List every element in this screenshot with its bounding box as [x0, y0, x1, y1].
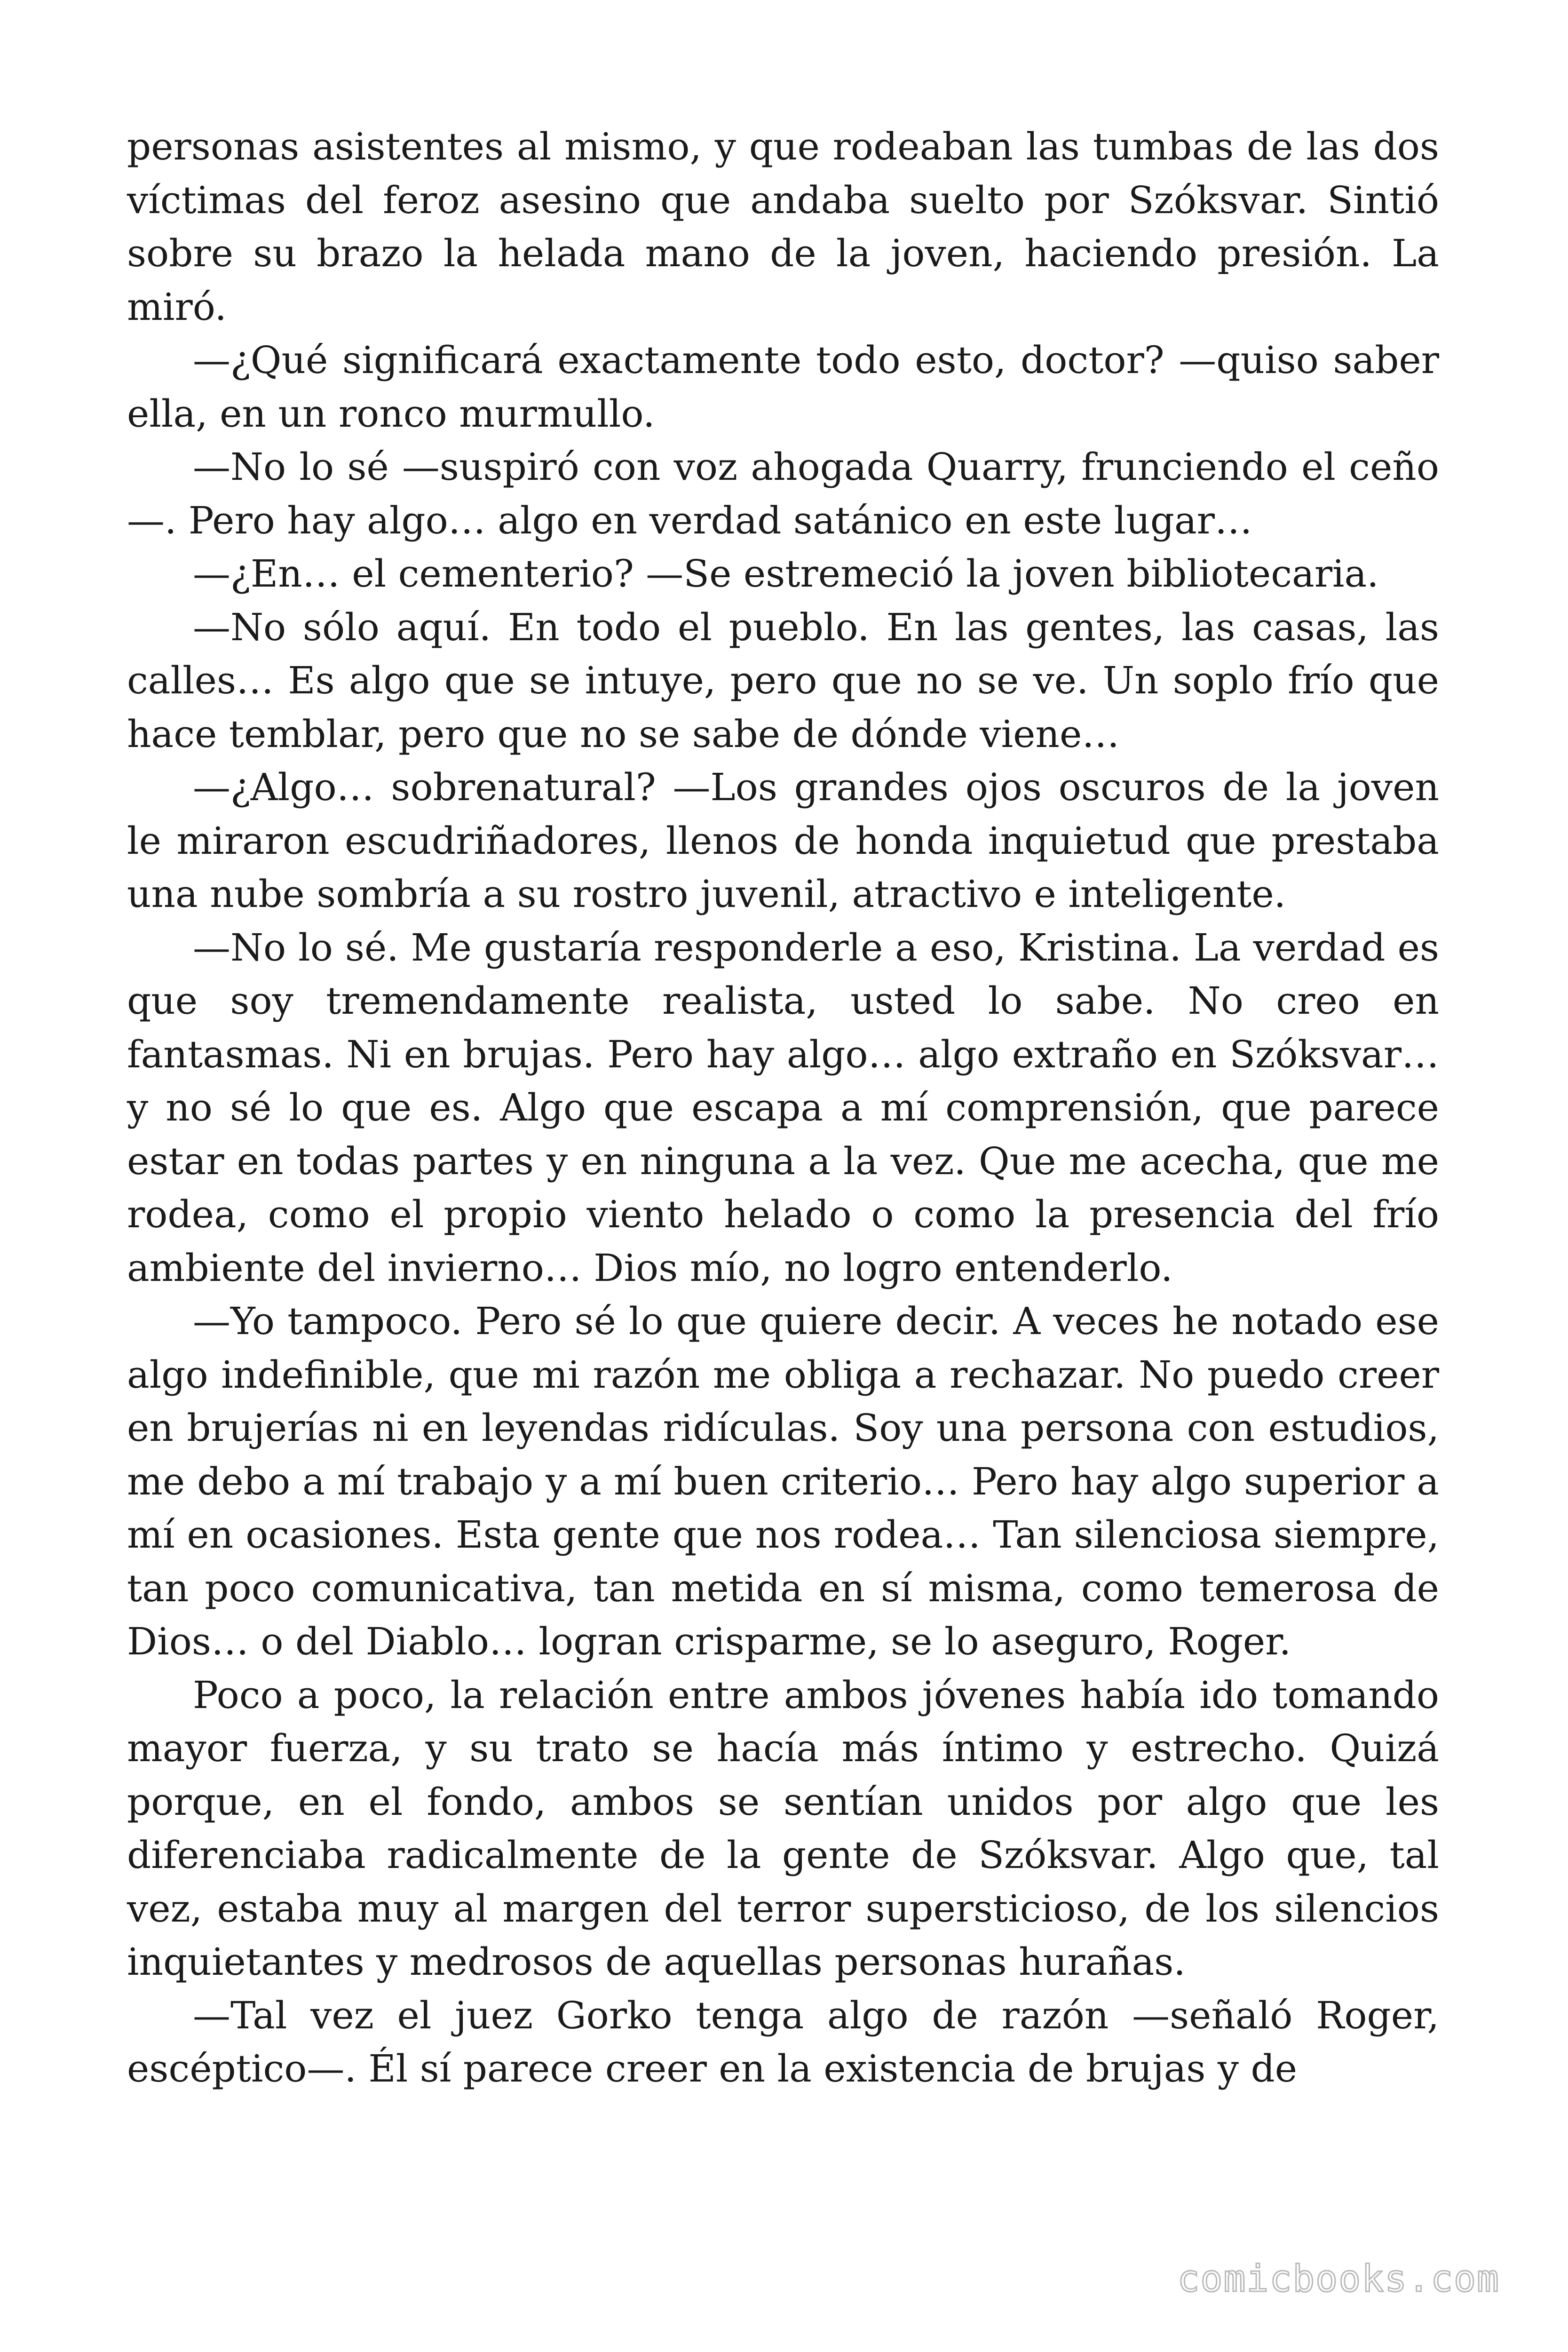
- paragraph-8: —Yo tampoco. Pero sé lo que quiere decir. A veces he notado ese algo indefinible, que mi razón me obliga a rechazar. No puedo creer en brujerías ni en leyendas ridículas. Soy una persona con estudios, me debo a mí trabajo y a mí buen criterio… Pero hay algo superior a mí en ocasiones. Esta gente que nos rodea… Tan silenciosa siempre, tan poco comunicativa, tan metida en sí misma, como temerosa de Dios… o del Diablo… logran crisparme, se lo aseguro, Roger.: [127, 1299, 1439, 1663]
- page-body-text: [127, 120, 1439, 2096]
- paragraph-7: —No lo sé. Me gustaría responderle a eso, Kristina. La verdad es que soy tremendamente realista, usted lo sabe. No creo en fantasmas. Ni en brujas. Pero hay algo… algo extraño en Szóksvar… y no sé lo que es. Algo que escapa a mí comprensión, que parece estar en todas partes y en ninguna a la vez. Que me acecha, que me rodea, como el propio viento helado o como la presencia del frío ambiente del invierno… Dios mío, no logro entenderlo.: [127, 925, 1439, 1290]
- paragraph-10: —Tal vez el juez Gorko tenga algo de razón —señaló Roger, escéptico—. Él sí parece creer en la existencia de brujas y de: [127, 1993, 1439, 2090]
- paragraph-4: —¿En… el cementerio? —Se estremeció la joven bibliotecaria.: [193, 552, 1379, 596]
- paragraph-9: Poco a poco, la relación entre ambos jóvenes había ido tomando mayor fuerza, y su trato se hacía más íntimo y estrecho. Quizá porque, en el fondo, ambos se sentían unidos por algo que les diferenciaba radicalmente de la gente de Szóksvar. Algo que, tal vez, estaba muy al margen del terror supersticioso, de los silencios inquietantes y medrosos de aquellas personas hurañas.: [127, 1673, 1439, 1984]
- paragraph-2: —¿Qué significará exactamente todo esto, doctor? —quiso saber ella, en un ronco murmullo.: [127, 338, 1439, 436]
- paragraph-3: —No lo sé —suspiró con voz ahogada Quarry, frunciendo el ceño—. Pero hay algo… algo en verdad satánico en este lugar…: [127, 445, 1439, 542]
- paragraph-6: —¿Algo… sobrenatural? —Los grandes ojos oscuros de la joven le miraron escudriñadores, llenos de honda inquietud que prestaba una nube sombría a su rostro juvenil, atractivo e inteligente.: [127, 765, 1439, 916]
- site-watermark: comicbooks.com: [1177, 2258, 1500, 2300]
- paragraph-1: personas asistentes al mismo, y que rodeaban las tumbas de las dos víctimas del feroz asesino que andaba suelto por Szóksvar. Sintió sobre su brazo la helada mano de la joven, haciendo presión. La miró.: [127, 125, 1439, 329]
- paragraph-5: —No sólo aquí. En todo el pueblo. En las gentes, las casas, las calles… Es algo que se intuye, pero que no se ve. Un soplo frío que hace temblar, pero que no se sabe de dónde viene…: [127, 605, 1439, 756]
